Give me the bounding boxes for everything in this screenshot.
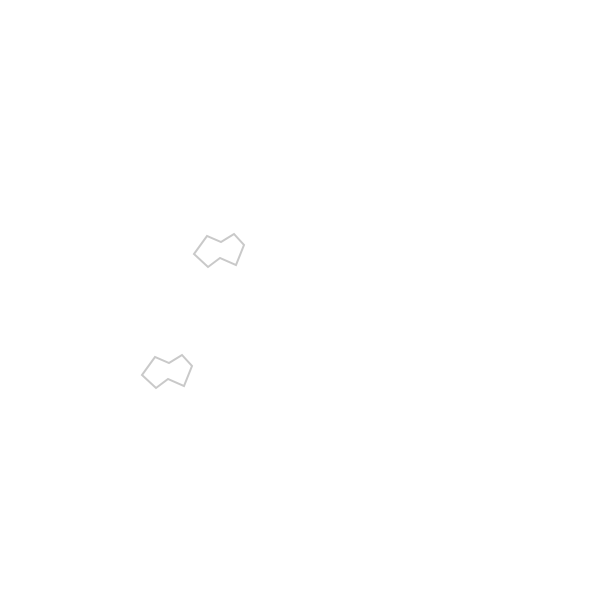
- cross-section-bottom: [60, 378, 550, 508]
